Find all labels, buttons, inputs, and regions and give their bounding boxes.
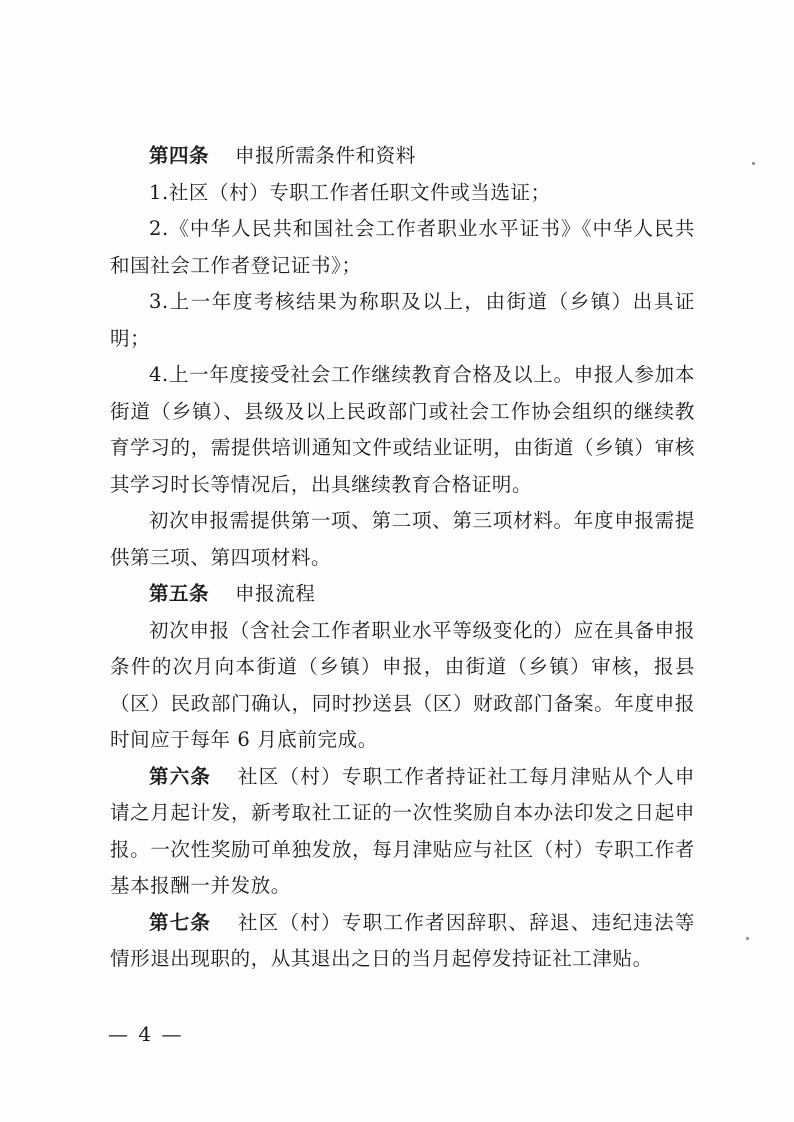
article7-paragraph: [110, 905, 695, 978]
article7-body: 社区（村）专职工作者因辞职、辞退、违纪违法等情形退出现职的，从其退出之日的当月起停发持证社工津贴。: [110, 910, 695, 970]
article5-body: 初次申报（含社会工作者职业水平等级变化的）应在具备申报条件的次月向本街道（乡镇）申报，由街道（乡镇）审核，报县（区）民政部门确认，同时抄送县（区）财政部门备案。年度申报时间应于每年 6 月底前完成。: [110, 618, 695, 751]
scan-dot: [746, 937, 749, 940]
document-body: [110, 138, 695, 978]
article6-paragraph: [110, 759, 695, 905]
article5-heading-line: [110, 576, 695, 613]
article4-item4: 4.上一年度接受社会工作继续教育合格及以上。申报人参加本街道（乡镇）、县级及以上民政部门或社会工作协会组织的继续教育学习的，需提供培训通知文件或结业证明，由街道（乡镇）审核其学习时长等情况后，出具继续教育合格证明。: [110, 363, 695, 496]
article7-heading: 第七条: [149, 910, 212, 934]
article4-item3: 3.上一年度考核结果为称职及以上，由街道（乡镇）出具证明；: [110, 290, 695, 350]
article6-body: 社区（村）专职工作者持证社工每月津贴从个人申请之月起计发，新考取社工证的一次性奖励自本办法印发之日起申报。一次性奖励可单独发放，每月津贴应与社区（村）专职工作者基本报酬一并发放。: [110, 764, 695, 897]
article4-note: 初次申报需提供第一项、第二项、第三项材料。年度申报需提供第三项、第四项材料。: [110, 509, 695, 569]
article4-item2: 2.《中华人民共和国社会工作者职业水平证书》《中华人民共和国社会工作者登记证书》；: [110, 217, 695, 277]
article4-heading: 第四条: [149, 144, 210, 167]
article5-title: 申报流程: [235, 582, 316, 605]
article5-heading: 第五条: [149, 582, 210, 605]
article4-item1: 1.社区（村）专职工作者任职文件或当选证；: [149, 180, 551, 204]
scan-dot: [752, 162, 755, 165]
article6-heading: 第六条: [149, 764, 212, 788]
page-number: — 4 —: [108, 1022, 184, 1046]
article4-heading-line: [110, 138, 695, 175]
article4-title: 申报所需条件和资料: [235, 144, 416, 167]
